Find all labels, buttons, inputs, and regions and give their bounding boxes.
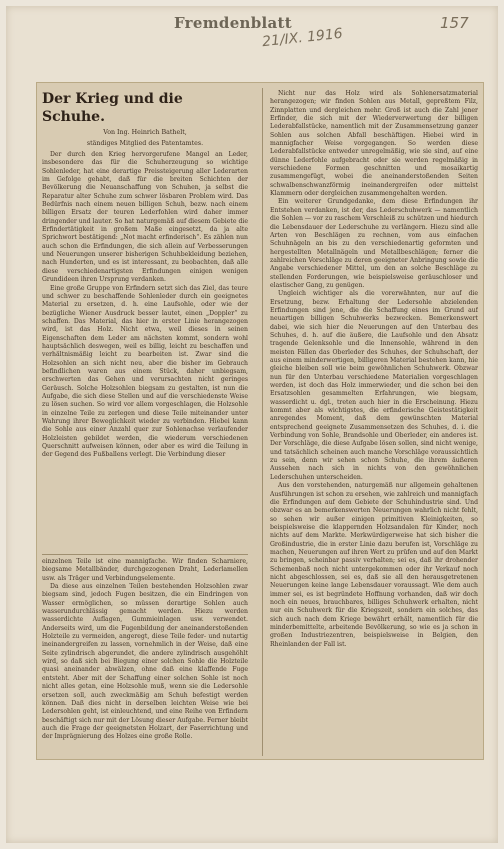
column-break-rule [42, 554, 248, 555]
column-divider [262, 88, 263, 756]
article-paragraph: Ein weiterer Grundgedanke, dem diese Erfindungen ihr Entstehen verdanken, ist der, das Lederschuhwerk — namentlich die Sohlen — vor zu raschem Verschleiß zu schützen und hiedurch die Lebensdauer der Lederschuhe zu verlängern. Hiezu sind alle Arten von Beschlägen zu rechnen, vom aus einfachen Schuhnägeln an bis zu den verschiedenartig geformten und hergestellten Metallnägeln und Metallbeschlägen; ferner die zahlreichen Vorschläge zu deren geeigneter Anbringung sowie die Angabe verschiedener Mittel, um den an solche Beschläge zu stellenden Forderungen, wie beispielsweise geräuschloser und elastischer Gang, zu genügen. [270, 198, 478, 289]
article-title: Der Krieg und die Schuhe. [42, 91, 183, 125]
article-paragraph: einzelnen Teile ist eine mannigfache. Wir finden Scharniere, biegsame Metallbänder, durchgezogenen Draht, Lederlamellen usw. als Träger und Verbindungselemente. [42, 558, 248, 582]
article-paragraph: Ungleich wichtiger als die vorerwähnten, nur auf die Ersetzung, bezw. Erhaltung der Ledersohle abzielenden Erfindungen sind jene, die die Schaffung eines im Grund auf neuartigen billigen Schuhwerks bezwecken. Bemerkenswert dabei, wie sich hier die Neuerungen auf den Unterbau des Schuhes, d. h. auf die äußere, die Laufsohle und den Absatz tragende Gelenksohle und die Innensohle, während in den meisten Fällen das Oberleder des Schuhes, der Schuhschaft, der aus einem minderwertigen, billigeren Material bestehen kann, hie gleiche bleiben soll wie beim gewöhnlichen Schuhwerk. Obzwar nun für den Unterbau verschiedene Materialien vorgeschlagen werden, ist doch das Holz immerwieder, und die schon bei den Ersatzsohlen gesammelten Erfahrungen, wie biegsam, wasserdicht u. dgl., treten auch hier in die Erscheinung. Hiezu kommt aber als wichtigstes, die erfinderische Geistestätigkeit anregendes Moment, daß dem gewünschten Material entsprechend geeignete Zusammensetzen des Schuhes, d. i. die Verbindung von Sohle, Brandsohle und Oberleder, ein anderes ist. Der Vorschläge, die diese Aufgabe lösen sollen, sind nicht wenige, und tatsächlich scheinen auch manche Vorschläge voraussichtlich zu sein, denn wir sehen schon Schuhe, die ihrem äußeren Aussehen nach sich in nichts von den gewöhnlichen Lederschuhen unterscheiden. [270, 290, 478, 481]
handwritten-date: 21/IX. 1916 [261, 25, 344, 51]
article-byline-author: Von Ing. Heinrich Bathelt, [103, 129, 187, 136]
article-column-left [42, 90, 248, 552]
article-paragraph: Nicht nur das Holz wird als Sohlenersatzmaterial herangezogen; wir finden Sohlen aus Metall, gepreßtem Filz, Zinnplatten und dergleichen mehr. Groß ist auch die Zahl jener Erfinder, die sich mit der Wiederverwertung der billigen Lederabfallstücke, namentlich mit der Zusammensetzung ganzer Sohlen aus solchen Abfall beschäftigen. Hiebei wird in mannigfacher Weise vorgegangen. So werden diese Lederabfallstücke entweder unregelmäßig, wie sie sind, auf eine dünne Lederfohle aufgebracht oder sie werden regelmäßig in verschiedene Formen geschnitten und mosaikartig zusammengefügt, wobei die aneinanderstoßenden Seiten schwalbenschwanzförmig ineinandergreifen oder mittelst Klammern oder dergleichen zusammengehalten werden. [270, 90, 478, 198]
article-column-right [270, 90, 478, 754]
article-paragraph: Eine große Gruppe von Erfindern setzt sich das Ziel, das teure und schwer zu beschaffende Sohlenleder durch ein geeignetes Material zu ersetzen, d. h. eine Laufsohle, oder wie der bezügliche Wiener Ausdruck besser lautet, einen „Doppler“ zu schaffen. Das Material, das hier in erster Linie herangezogen wird, ist das Holz. Nicht etwa, weil dieses in seinen Eigenschaften dem Leder am nächsten kommt, sondern wohl hauptsächlich deswegen, weil es billig, leicht zu beschaffen und verhältnismäßig leicht zu bearbeiten ist. Zwar sind die Holzsohlen an sich nicht neu, aber die bisher im Gebrauch befindlichen waren aus einem Stück, daher unbiegsam, erschwerten das Gehen und verursachten nicht geringes Geräusch. Solche Holzsohlen biegsam zu gestalten, ist nun die Aufgabe, die sich diese Stellen und auf die verschiedenste Weise zu lösen suchen. So wird vor allem vorgeschlagen, die Holzsohle in einzelne Teile zu zerlegen und diese Teile miteinander unter Wahrung ihrer Beweglichkeit wieder zu verbinden. Hiebei kann die Sohle aus einer Anzahl quer zur Sohlenachse verlaufender Holzleisten gebildet werden, die wiederum verschiedenen Querschnitt aufweisen können, oder aber es wird die Teilung in der Gegend des Fußballens verlegt. Die Verbindung dieser [42, 284, 248, 459]
article-byline-role: ständiges Mitglied des Patentamtes. [86, 140, 204, 147]
newspaper-masthead: Fremdenblatt [174, 14, 293, 32]
article-paragraph: Da diese aus einzelnen Teilen bestehenden Holzsohlen zwar biegsam sind, jedoch Fugen besitzen, die ein Eindringen von Wasser ermöglichen, so müssen derartige Sohlen auch wasserundurchlässig gemacht werden. Hiezu werden wasserdichte Auflagen, Gummieinlagen usw. verwendet. Anderseits wird, um die Fugenbildung der aneinanderstoßenden Holzteile zu vermeiden, angeregt, diese Teile feder- und nutartig ineinandergreifen zu lassen, vornehmlich in der Weise, daß eine Seite zylindrisch abgerundet, die andere zylindrisch ausgehöhlt wird, so daß sich bei Biegung einer solchen Sohle die Holzteile quasi aneinander abwälzen, ohne daß eine klaffende Fuge entsteht. Aber mit der Schaffung einer solchen Sohle ist noch nicht alles getan, eine Holzsohle muß, wenn sie die Ledersohle ersetzen soll, auch zweckmäßig am Schuh befestigt werden können. Daß dies nicht in derselben leichten Weise wie bei Ledersohlen geht, ist einleuchtend, und eine Reihe von Erfindern beschäftigt sich nur mit der Lösung dieser Aufgabe. Ferner bleibt auch die Frage der geeignetsten Holzart, der Faserrichtung und der Imprägnierung des Holzes eine große Rolle. [42, 583, 248, 741]
article-paragraph: Der durch den Krieg hervorgerufene Mangel an Leder, insbesondere das für die Schuherzeugung so wichtige Sohlenleder, hat eine derartige Preissteigerung aller Lederarten im Gefolge gehabt, daß für die breiten Schichten der Bevölkerung die Neuanschaffung von Schuhen, ja selbst die Reparatur alter Schuhe zum schwer lösbaren Problem wird. Das Bedürfnis nach einem neuen billigen Schuh, bezw. nach einem billigen Ersatz der teuren Lederfohlen wird daher immer dringender und lauter. So hat naturgemäß auf diesem Gebiete die Erfindertätigkeit in großem Maße eingesetzt, da ja alte Sprichwort bestätigend: „Not macht erfinderisch“. Es zählen nun auch schon die Erfindungen, die sich allein auf Verbesserungen und Neuerungen unserer bisherigen Schuhbekleidung beziehen, nach Hunderten, und es ist interessant, zu beobachten, daß alle diese verschiedenartigsten Erfindungen einigen wenigen Grundideen ihren Ursprung verdanken. [42, 151, 248, 284]
article-column-left-continued [42, 558, 248, 754]
article-paragraph: Aus den vorstehenden, naturgemäß nur allgemein gehaltenen Ausführungen ist schon zu ersehen, wie zahlreich und mannigfach die Erfindungen auf dem Gebiete der Schuhindustrie sind. Und obzwar es an bemerkenswerten Neuerungen wahrlich nicht fehlt, so sehen wir außer einigen primitiven Kleinigkeiten, so beispielsweise die klappernden Holzsandalen für Kinder, noch nichts auf dem Markte. Merkwürdigerweise hat sich bisher die Großindustrie, die in erster Linie dazu berufen ist, Vorschläge zu machen, Neuerungen auf ihren Wert zu prüfen und auf den Markt zu bringen, scheinbar passiv verhalten; sei es, daß ihr drohender Schemenbaß noch nicht untergekommen oder ihr Verkauf noch nicht abgeschlossen, sei es, daß sie all den herausgetretenen Neuerungen keine lange Lebensdauer voraussagt. Wie dem auch immer sei, es ist begründete Hoffnung vorhanden, daß wir doch noch ein neues, brauchbares, billiges Schuhwerk erhalten, nicht nur ein Schuhwerk für die Kriegszeit, sondern ein solches, das sich auch nach dem Kriege bewährt erhält, namentlich für die minderbemittelte, arbeitende Bevölkerung, so wie es ja schon in großen Industriezentren, beispielsweise in Belgien, den Rheinlanden der Fall ist. [270, 482, 478, 648]
handwritten-folio-number: 157 [440, 14, 469, 32]
